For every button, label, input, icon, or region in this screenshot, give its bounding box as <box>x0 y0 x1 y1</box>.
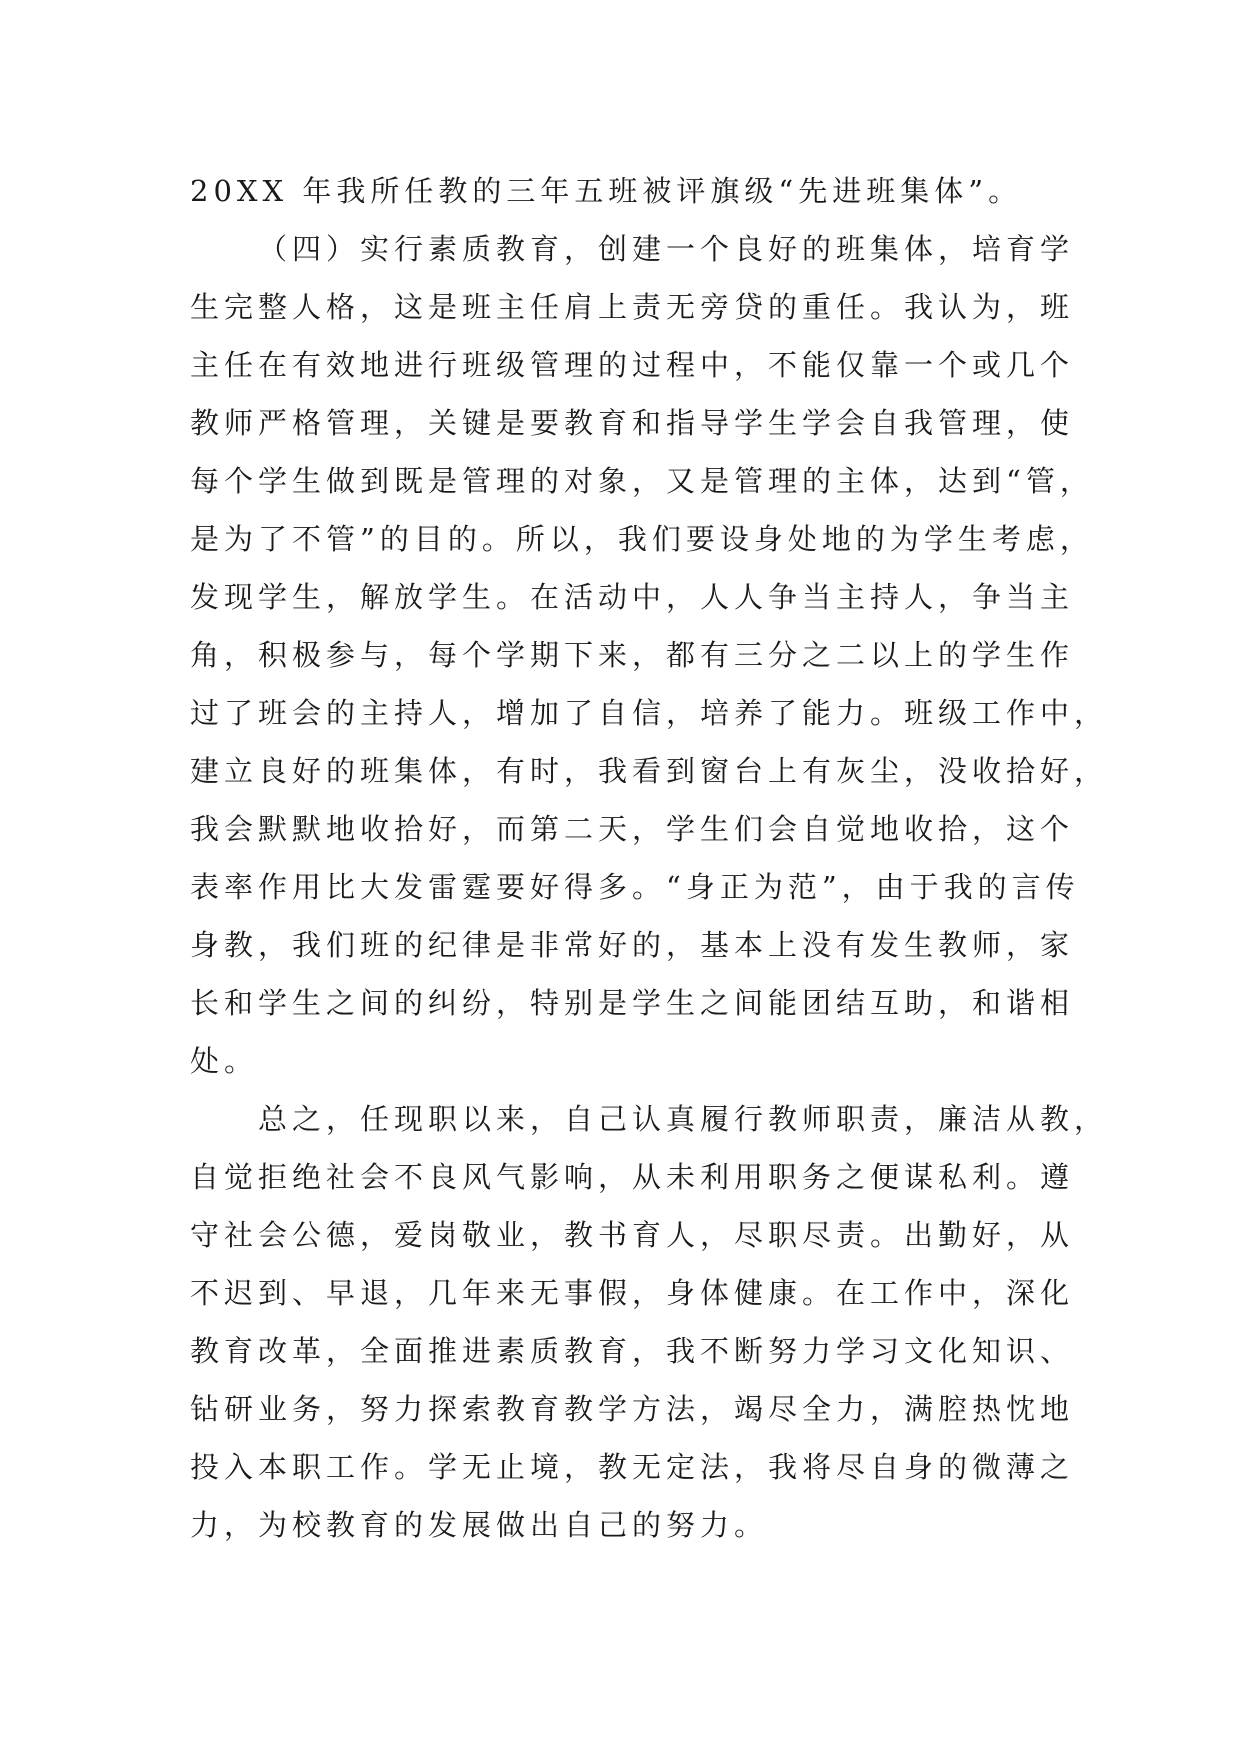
text-line: 处。 <box>190 1044 259 1078</box>
paragraph-start-line: 总之，任现职以来，自己认真履行教师职责，廉洁从教， <box>258 1102 1109 1136</box>
text-line: 钻研业务，努力探索教育教学方法，竭尽全力，满腔热忱地 <box>190 1392 1075 1426</box>
text-line: 我会默默地收拾好，而第二天，学生们会自觉地收拾，这个 <box>190 812 1075 846</box>
text-line: 每个学生做到既是管理的对象，又是管理的主体，达到“管， <box>190 464 1094 498</box>
text-line: 发现学生，解放学生。在活动中，人人争当主持人，争当主 <box>190 580 1075 614</box>
text-line: 身教，我们班的纪律是非常好的，基本上没有发生教师，家 <box>190 928 1075 962</box>
text-line: 力，为校教育的发展做出自己的努力。 <box>190 1508 769 1542</box>
text-line: 20XX 年我所任教的三年五班被评旗级“先进班集体”。 <box>190 174 1023 208</box>
body-text <box>190 162 1109 1554</box>
text-line: 主任在有效地进行班级管理的过程中，不能仅靠一个或几个 <box>190 348 1075 382</box>
text-line: 生完整人格，这是班主任肩上责无旁贷的重任。我认为，班 <box>190 290 1075 324</box>
text-line: 教育改革，全面推进素质教育，我不断努力学习文化知识、 <box>190 1334 1075 1368</box>
text-line: 过了班会的主持人，增加了自信，培养了能力。班级工作中， <box>190 696 1109 730</box>
text-line: 长和学生之间的纠纷，特别是学生之间能团结互助，和谐相 <box>190 986 1075 1020</box>
text-line: 教师严格管理，关键是要教育和指导学生学会自我管理，使 <box>190 406 1075 440</box>
text-line: 不迟到、早退，几年来无事假，身体健康。在工作中，深化 <box>190 1276 1075 1310</box>
text-line: 守社会公德，爱岗敬业，教书育人，尽职尽责。出勤好，从 <box>190 1218 1075 1252</box>
text-line: 自觉拒绝社会不良风气影响，从未利用职务之便谋私利。遵 <box>190 1160 1075 1194</box>
text-line: 角，积极参与，每个学期下来，都有三分之二以上的学生作 <box>190 638 1075 672</box>
paragraph-start-line: （四）实行素质教育，创建一个良好的班集体，培育学 <box>258 232 1075 266</box>
text-line: 表率作用比大发雷霆要好得多。“身正为范”，由于我的言传 <box>190 870 1080 904</box>
text-line: 建立良好的班集体，有时，我看到窗台上有灰尘，没收拾好， <box>190 754 1109 788</box>
text-line: 投入本职工作。学无止境，教无定法，我将尽自身的微薄之 <box>190 1450 1075 1484</box>
text-line: 是为了不管”的目的。所以，我们要设身处地的为学生考虑， <box>190 522 1094 556</box>
